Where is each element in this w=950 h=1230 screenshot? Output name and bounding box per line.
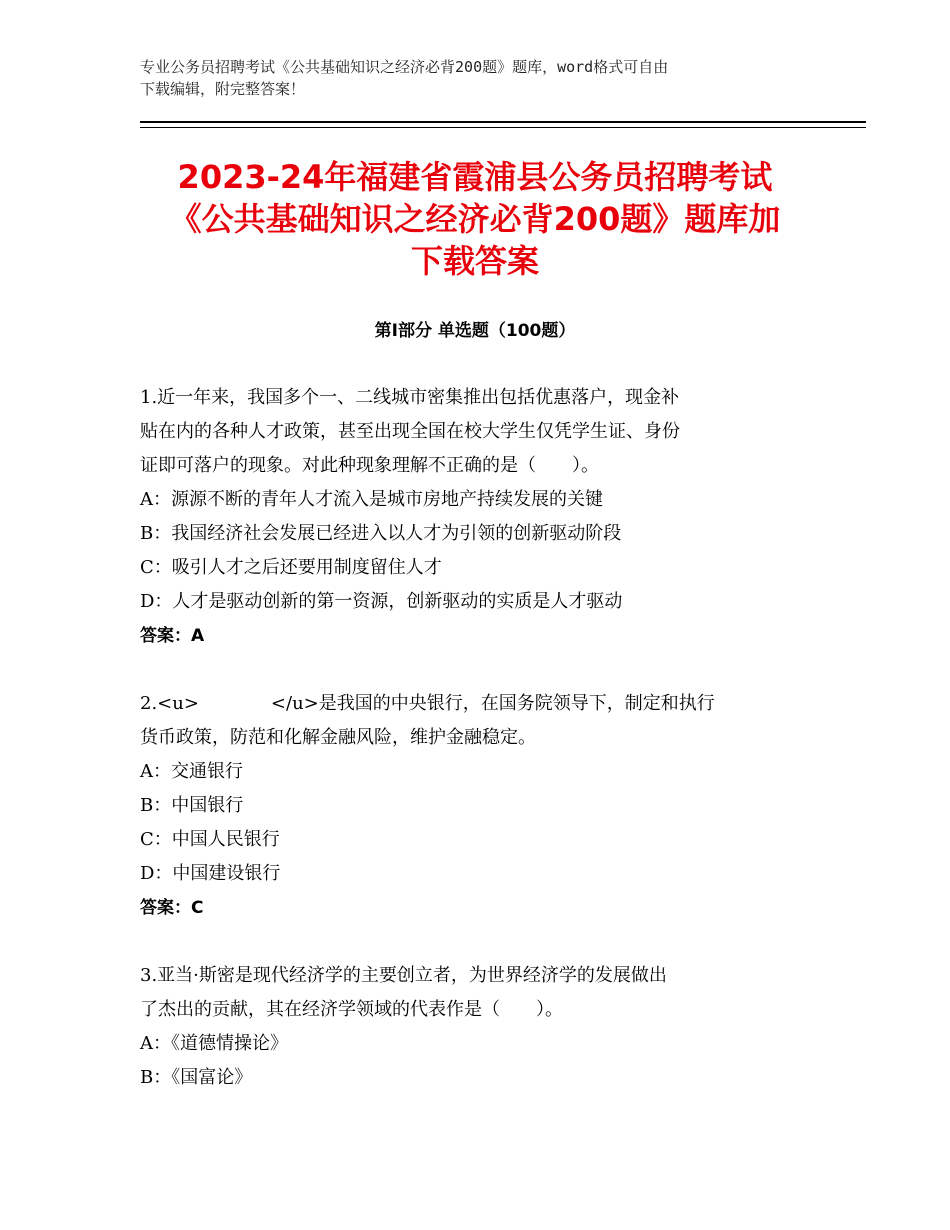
question-item [140, 959, 820, 1095]
answer: 答案：A [140, 626, 205, 646]
question-stem-line: 3.亚当·斯密是现代经济学的主要创立者，为世界经济学的发展做出 [140, 965, 667, 986]
option-c: C：中国人民银行 [140, 829, 280, 850]
title-line: 《公共基础知识之经济必背200题》题库加 [169, 200, 781, 238]
answer: 答案：C [140, 898, 204, 918]
option-d: D：人才是驱动创新的第一资源，创新驱动的实质是人才驱动 [140, 591, 623, 612]
header-divider-thick [140, 121, 866, 123]
option-d: D：中国建设银行 [140, 863, 281, 884]
question-stem-line: 1.近一年来，我国多个一、二线城市密集推出包括优惠落户，现金补 [140, 387, 680, 408]
option-a: A：《道德情操论》 [140, 1033, 288, 1054]
question-stem-line: 贴在内的各种人才政策，甚至出现全国在校大学生仅凭学生证、身份 [140, 421, 680, 442]
section-title: 第Ⅰ部分 单选题（100题） [374, 321, 576, 341]
question-stem-line: 货币政策，防范和化解金融风险，维护金融稳定。 [140, 727, 536, 748]
option-c: C：吸引人才之后还要用制度留住人才 [140, 557, 442, 578]
header-line: 下载编辑，附完整答案！ [140, 80, 306, 98]
option-b: B：中国银行 [140, 795, 244, 816]
option-a: A：交通银行 [140, 761, 243, 782]
question-stem-line: 了杰出的贡献，其在经济学领域的代表作是（ ）。 [140, 999, 563, 1020]
question-list [140, 381, 820, 1095]
option-b: B：我国经济社会发展已经进入以人才为引领的创新驱动阶段 [140, 523, 622, 544]
question-stem-line: 2.<u> </u>是我国的中央银行，在国务院领导下，制定和执行 [140, 693, 715, 714]
header-line: 专业公务员招聘考试《公共基础知识之经济必背200题》题库，word格式可自由 [140, 58, 669, 76]
document-title [130, 156, 820, 282]
header-divider-thin [140, 127, 866, 128]
question-stem-line: 证即可落户的现象。对此种现象理解不正确的是（ ）。 [140, 455, 599, 476]
title-line: 下载答案 [410, 242, 539, 280]
question-item [140, 687, 820, 925]
title-line: 2023-24年福建省霞浦县公务员招聘考试 [177, 158, 773, 196]
option-a: A：源源不断的青年人才流入是城市房地产持续发展的关键 [140, 489, 603, 510]
document-header [140, 56, 820, 100]
question-item [140, 381, 820, 653]
option-b: B：《国富论》 [140, 1067, 253, 1088]
